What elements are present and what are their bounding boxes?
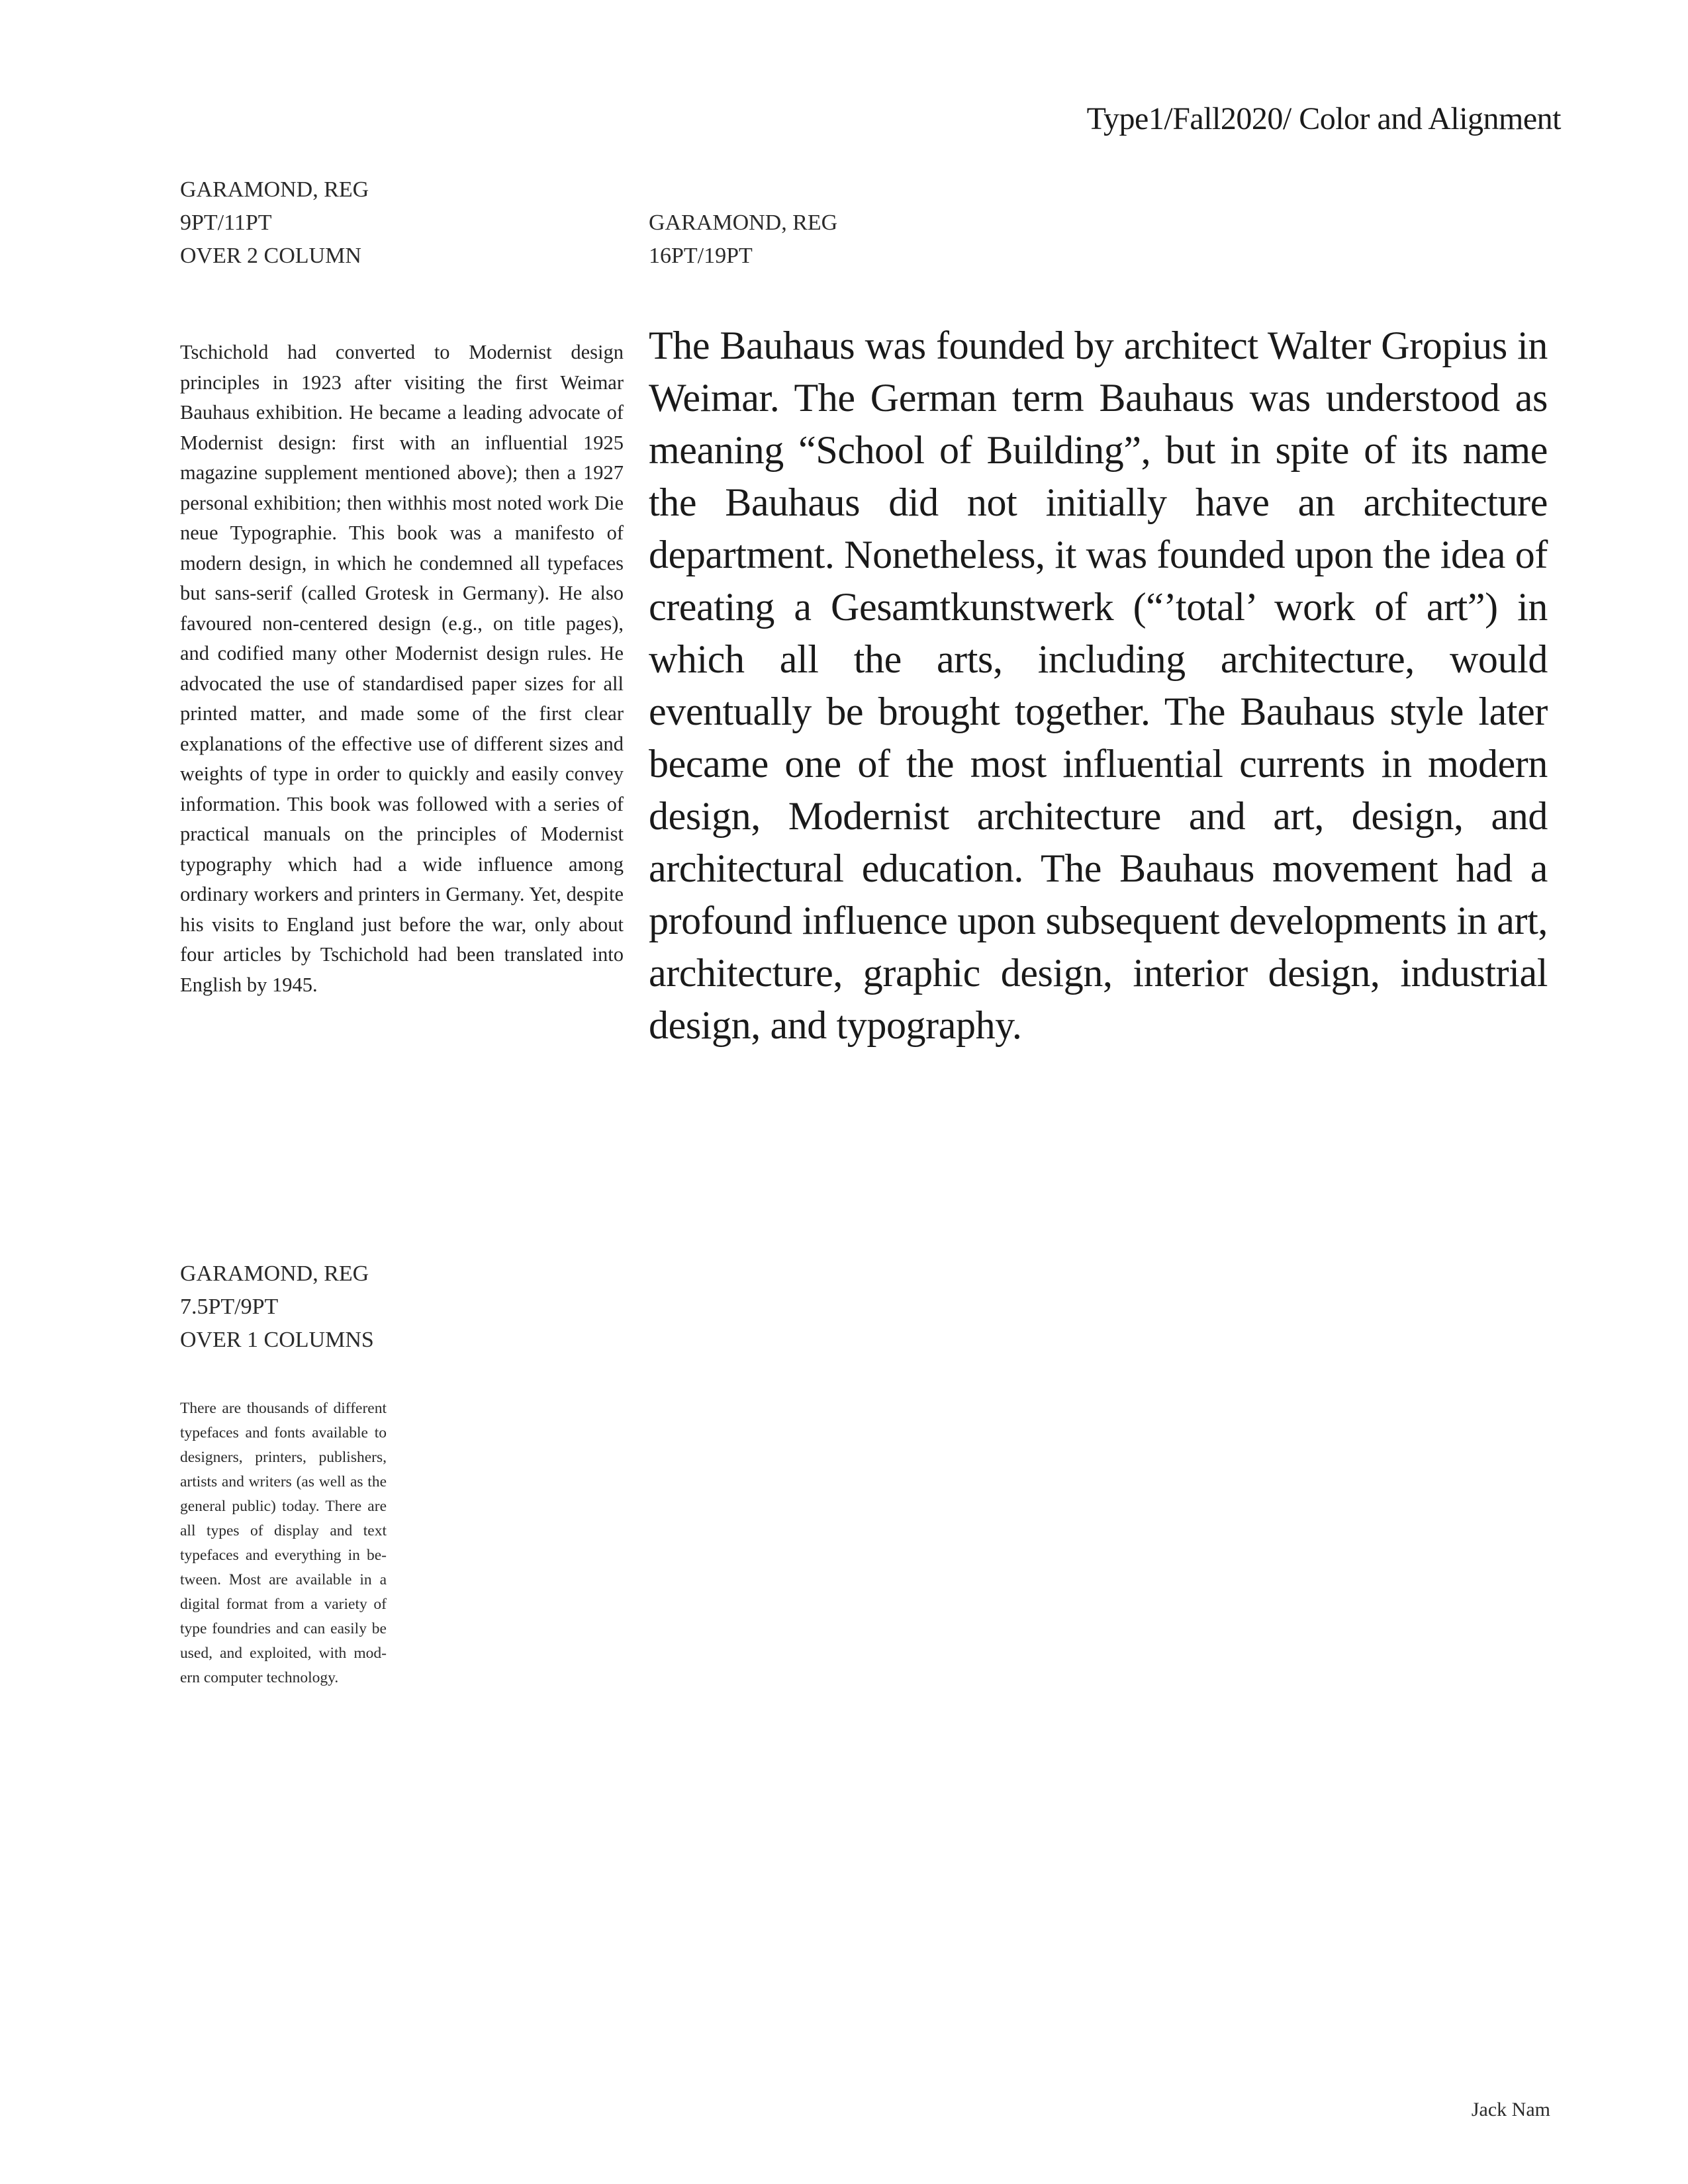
- body-text-16pt: [649, 320, 1548, 1052]
- paragraph-bauhaus: The Bauhaus was founded by architect Walter Gropius in Weimar. The German term Bauhaus was understood as meaning “School of Building”, but in spite of its name the Bauhaus did not initially have an architecture department. Nonetheless, it was founded upon the idea of creating a Gesamtkunstwerk (“’total’ work of art”) in which all the arts, including architecture, would eventually be brought together. The Bauhaus style later became one of the most influential currents in modern design, Modernist architecture and art, design, and architectural education. The Bauhaus movement had a profound influence upon subsequent developments in art, architecture, graphic design, interior design, industrial design, and typography.: [649, 324, 1548, 1047]
- paragraph-typefaces: There are thousands of different typefaces and fonts available to designers, printers, publishers, artists and writers (as well as the general public) today. There are all types of display and text typefaces and everything in between. Most are available in a digital format from a variety of type foundries and can easily be used, and exploited, with modern computer technology.: [180, 1400, 387, 1686]
- spec-label-9pt: [180, 173, 369, 273]
- spec-label-16pt: [649, 206, 837, 273]
- body-text-7-5pt: [180, 1396, 387, 1690]
- spec-font: GARAMOND, REG: [649, 210, 838, 235]
- spec-size: 9PT/11PT: [180, 210, 272, 235]
- spec-size: 7.5PT/9PT: [180, 1295, 279, 1319]
- body-text-9pt: [180, 338, 624, 1000]
- page-header-title: Type1/Fall2020/ Color and Alignment: [1086, 101, 1561, 136]
- spec-columns: OVER 1 COLUMNS: [180, 1328, 374, 1352]
- paragraph-tschichold: Tschichold had converted to Modernist design principles in 1923 after visiting the first Weimar Bauhaus exhibition. He became a leading advocate of Modernist design: first with an influential 1925 magazine supplement mentioned above); then a 1927 personal exhibition; then withhis most noted work Die neue Typographie. This book was a manifesto of modern design, in which he condemned all typefaces but sans-serif (called Grotesk in Germany). He also favoured non-centered design (e.g., on title pages), and codified many other Modernist design rules. He advocated the use of standardised paper sizes for all printed matter, and made some of the first clear explanations of the effective use of different sizes and weights of type in order to quickly and easily convey information. This book was followed with a series of practical manuals on the principles of Modernist typography which had a wide influence among ordinary workers and printers in Germany. Yet, despite his visits to England just before the war, only about four articles by Tschichold had been translated into English by 1945.: [180, 341, 624, 996]
- spec-columns: OVER 2 COLUMN: [180, 244, 361, 268]
- footer-author: Jack Nam: [1471, 2099, 1550, 2120]
- spec-size: 16PT/19PT: [649, 244, 753, 268]
- spec-font: GARAMOND, REG: [180, 1261, 369, 1286]
- spec-label-7-5pt: [180, 1257, 374, 1357]
- spec-font: GARAMOND, REG: [180, 177, 369, 202]
